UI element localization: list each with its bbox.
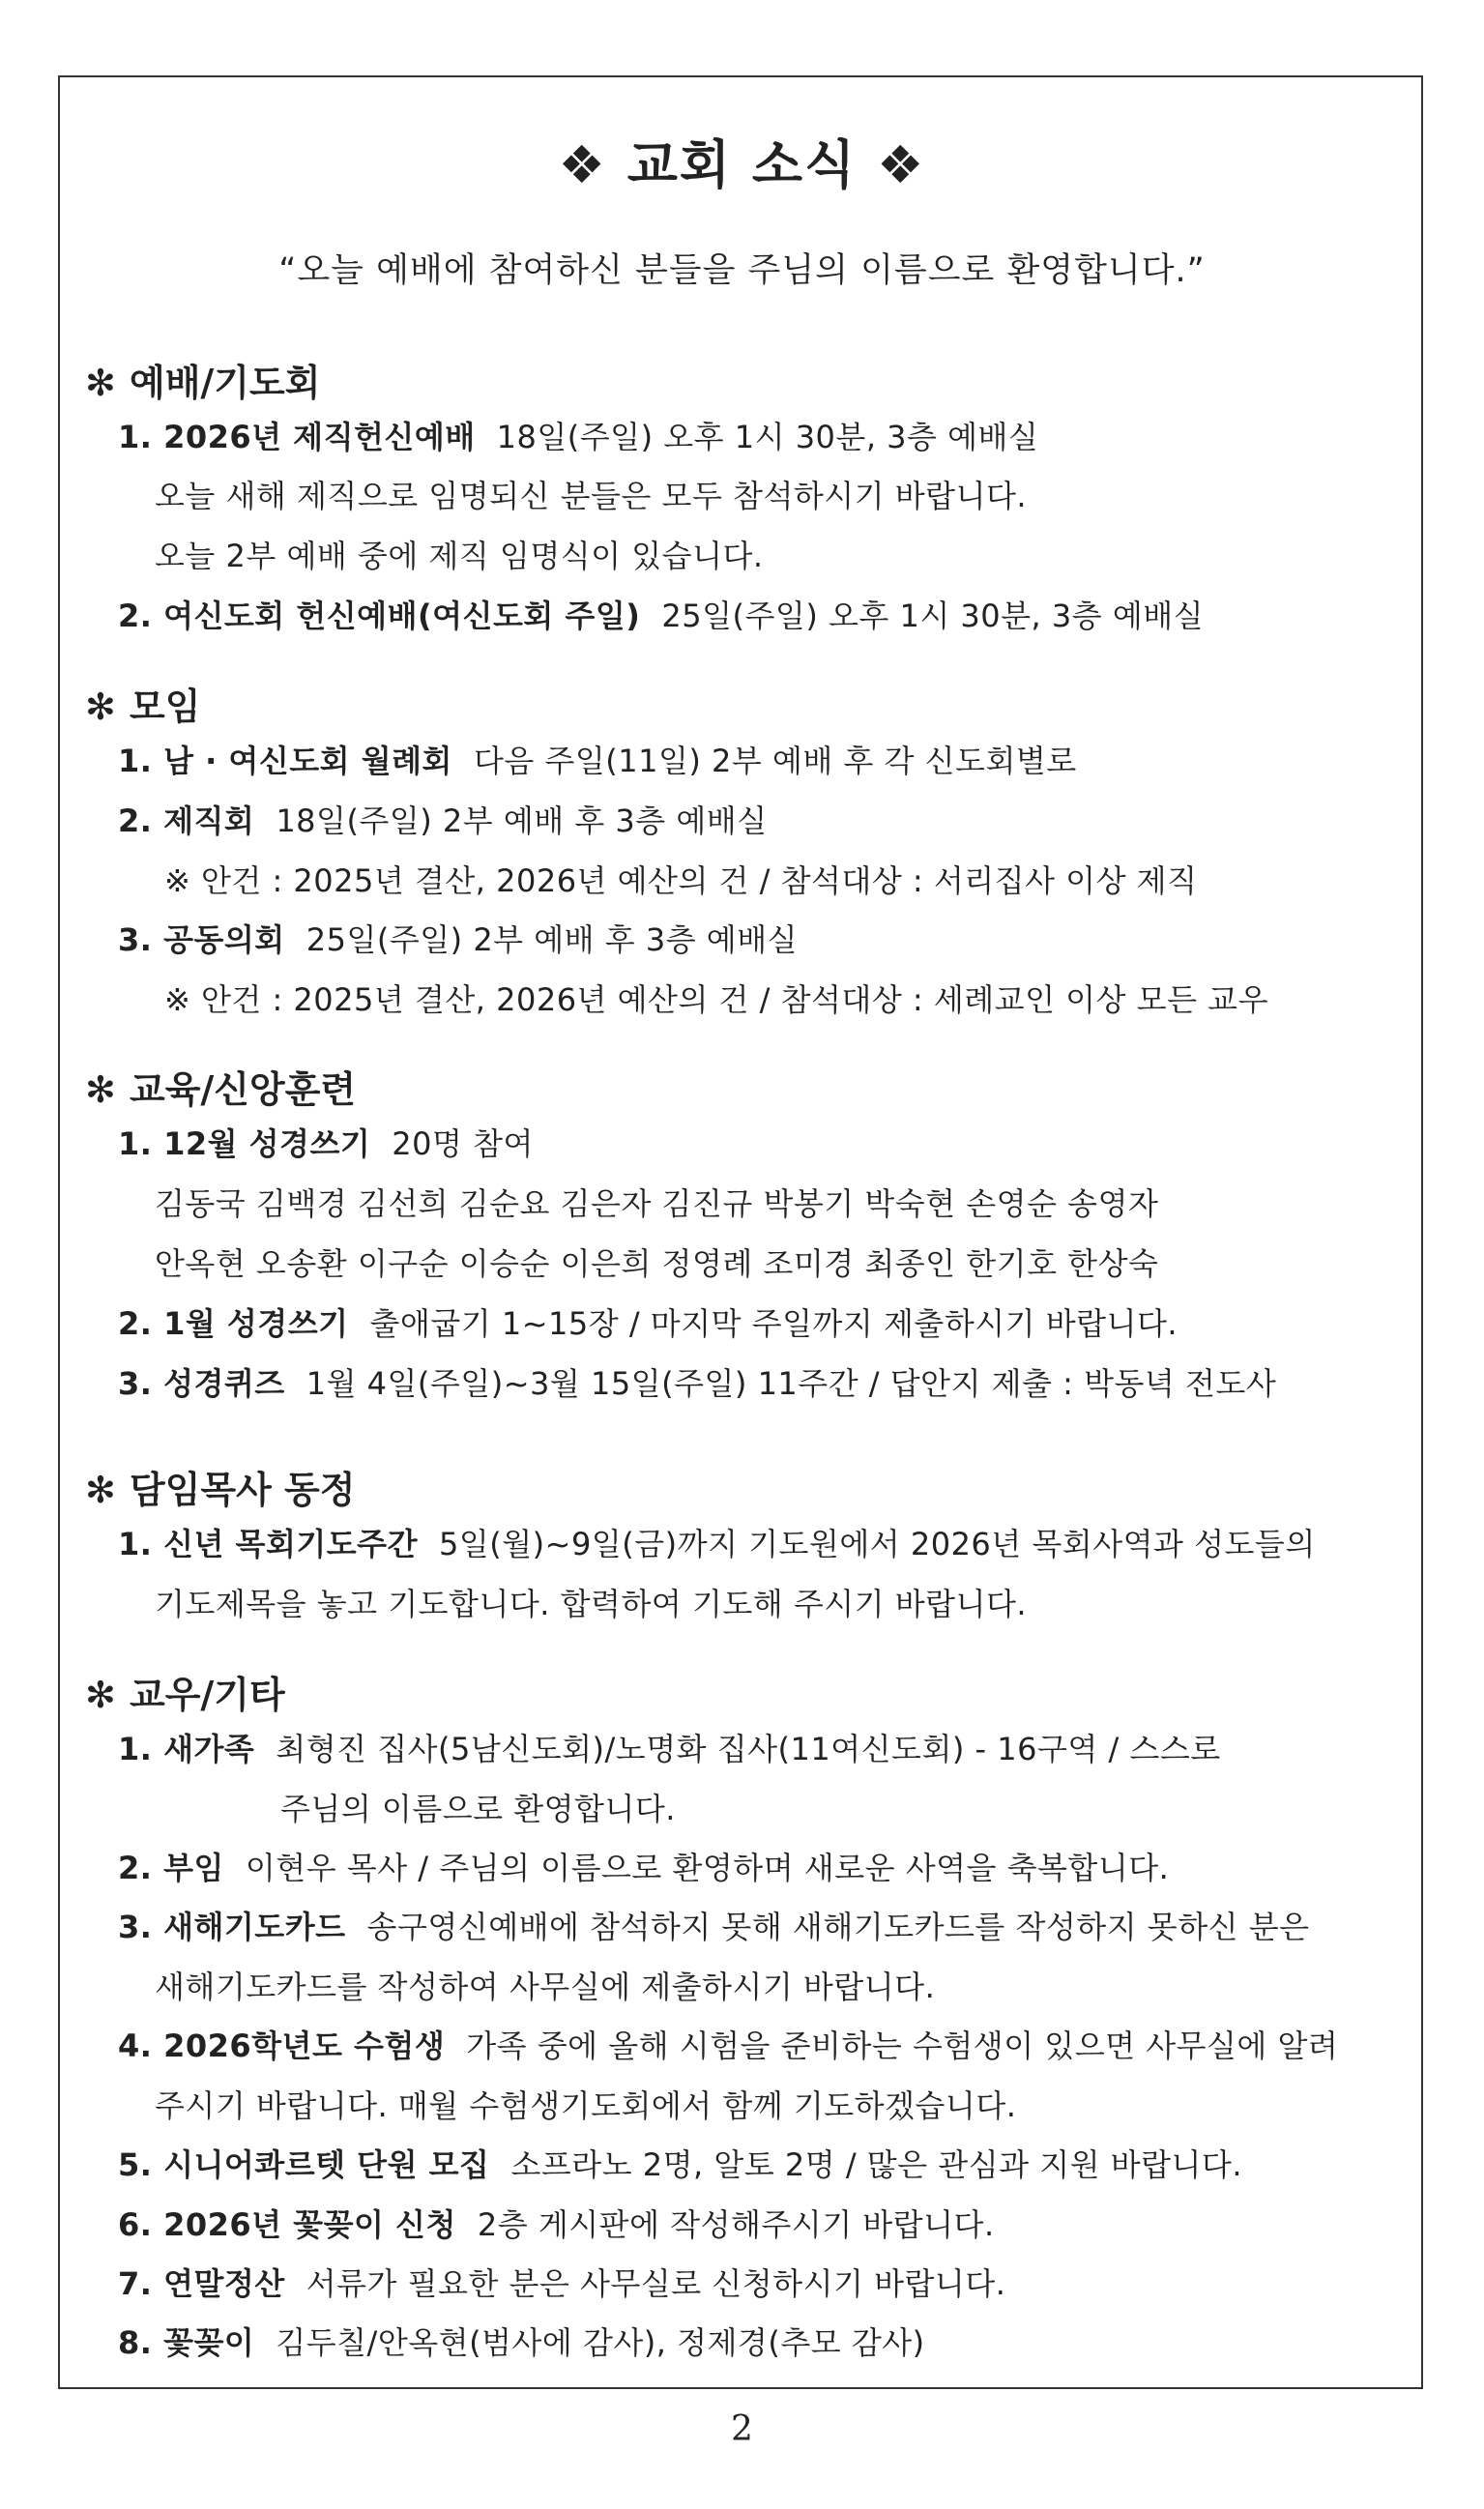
- list-item: 2. 여신도회 헌신예배(여신도회 주일) 25일(주일) 오후 1시 30분, 3층 예배실: [118, 598, 1205, 634]
- list-item: 새해기도카드를 작성하여 사무실에 제출하시기 바랍니다.: [155, 1969, 936, 2005]
- list-item: 3. 성경퀴즈 1월 4일(주일)~3월 15일(주일) 11주간 / 답안지 제출 : 박동녁 전도사: [118, 1365, 1277, 1402]
- list-item: 3. 공동의회 25일(주일) 2부 예배 후 3층 예배실: [118, 921, 799, 958]
- asterisk-icon: ✻: [85, 1674, 116, 1716]
- list-item: 김동국 김백경 김선희 김순요 김은자 김진규 박봉기 박숙현 손영순 송영자: [155, 1185, 1159, 1222]
- page-title: ❖ 교회 소식 ❖: [558, 134, 926, 195]
- list-item: 5. 시니어콰르텟 단원 모집 소프라노 2명, 알토 2명 / 많은 관심과 지원 바랍니다.: [118, 2146, 1243, 2183]
- asterisk-icon: ✻: [85, 1068, 116, 1111]
- list-item: 주시기 바랍니다. 매월 수험생기도회에서 함께 기도하겠습니다.: [155, 2087, 1017, 2124]
- list-item: 6. 2026년 꽃꽂이 신청 2층 게시판에 작성해주시기 바랍니다.: [118, 2206, 995, 2243]
- list-item: 1. 신년 목회기도주간 5일(월)~9일(금)까지 기도원에서 2026년 목회사역과 성도들의: [118, 1526, 1316, 1562]
- section-heading-members: ✻ 교우/기타: [85, 1674, 285, 1716]
- list-item: 4. 2026학년도 수험생 가족 중에 올해 시험을 준비하는 수험생이 있으면 사무실에 알려: [118, 2028, 1339, 2064]
- list-item: 2. 부임 이현우 목사 / 주님의 이름으로 환영하며 새로운 사역을 축복합니다.: [118, 1850, 1170, 1886]
- list-item: ※ 안건 : 2025년 결산, 2026년 예산의 건 / 참석대상 : 세례교인 이상 모든 교우: [164, 981, 1268, 1018]
- list-item: 1. 새가족 최형진 집사(5남신도회)/노명화 집사(11여신도회) - 16구역 / 스스로: [118, 1731, 1221, 1767]
- section-heading-education: ✻ 교육/신앙훈련: [85, 1068, 357, 1111]
- section-heading-pastor: ✻ 담임목사 동정: [85, 1469, 356, 1511]
- list-item: 1. 12월 성경쓰기 20명 참여: [118, 1125, 534, 1162]
- section-heading-meetings: ✻ 모임: [85, 686, 201, 728]
- welcome-message: “오늘 예배에 참여하신 분들을 주님의 이름으로 환영합니다.”: [278, 251, 1206, 290]
- list-item: 8. 꽃꽂이 김두칠/안옥현(범사에 감사), 정제경(추모 감사): [118, 2324, 925, 2361]
- list-item: 기도제목을 놓고 기도합니다. 합력하여 기도해 주시기 바랍니다.: [155, 1586, 1028, 1622]
- list-item: 3. 새해기도카드 송구영신예배에 참석하지 못해 새해기도카드를 작성하지 못하신 분은: [118, 1909, 1310, 1945]
- asterisk-icon: ✻: [85, 362, 116, 404]
- list-item: ※ 안건 : 2025년 결산, 2026년 예산의 건 / 참석대상 : 서리집사 이상 제직: [164, 862, 1198, 899]
- list-item: 안옥현 오송환 이구순 이승순 이은희 정영례 조미경 최종인 한기호 한상숙: [155, 1245, 1159, 1282]
- list-item: 오늘 2부 예배 중에 제직 임명식이 있습니다.: [155, 538, 764, 574]
- list-item: 주님의 이름으로 환영합니다.: [280, 1791, 676, 1827]
- page-number: 2: [731, 2409, 753, 2449]
- asterisk-icon: ✻: [85, 1469, 116, 1511]
- list-item: 오늘 새해 제직으로 임명되신 분들은 모두 참석하시기 바랍니다.: [155, 478, 1028, 514]
- section-heading-worship: ✻ 예배/기도회: [85, 362, 321, 404]
- list-item: 7. 연말정산 서류가 필요한 분은 사무실로 신청하시기 바랍니다.: [118, 2265, 1006, 2302]
- list-item: 1. 남 · 여신도회 월례회 다음 주일(11일) 2부 예배 후 각 신도회별로: [118, 743, 1077, 779]
- list-item: 2. 1월 성경쓰기 출애굽기 1~15장 / 마지막 주일까지 제출하시기 바랍니다.: [118, 1305, 1178, 1342]
- list-item: 2. 제직회 18일(주일) 2부 예배 후 3층 예배실: [118, 802, 768, 839]
- list-item: 1. 2026년 제직헌신예배 18일(주일) 오후 1시 30분, 3층 예배실: [118, 419, 1039, 455]
- asterisk-icon: ✻: [85, 686, 116, 728]
